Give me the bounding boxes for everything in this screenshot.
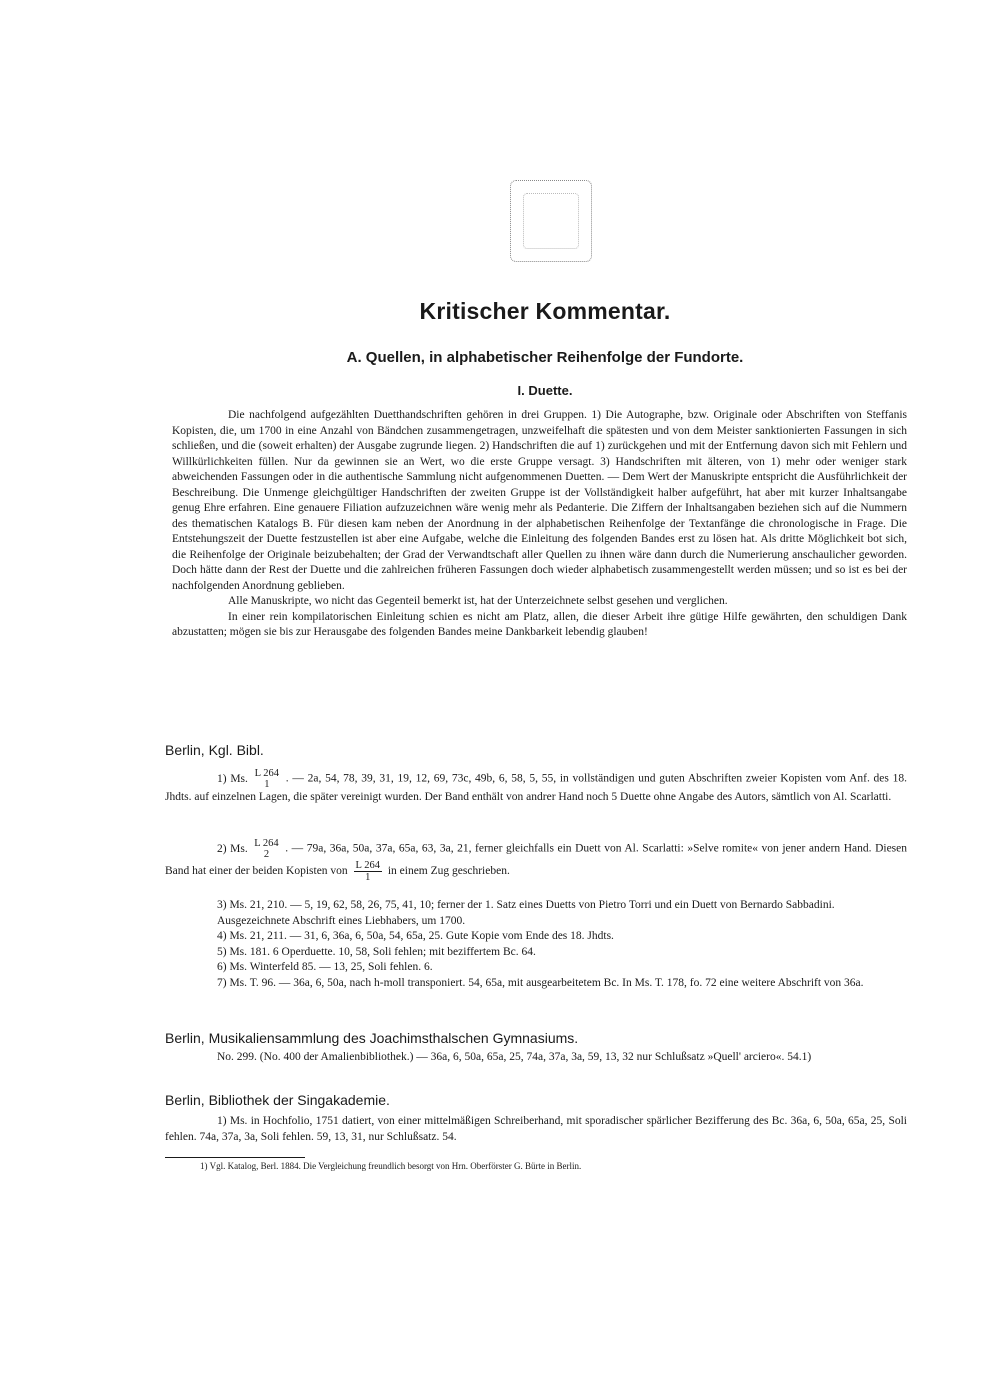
intro-paragraph: Alle Manuskripte, wo nicht das Gegenteil bemerkt ist, hat der Unterzeichnete selbst gesehen und verglichen. — [228, 595, 728, 607]
source-entry-4: 4) Ms. 21, 211. — 31, 6, 36a, 6, 50a, 54, 65a, 25. Gute Kopie vom Ende des 18. Jhdts. — [217, 930, 614, 942]
source-entry-5: 5) Ms. 181. 6 Operduette. 10, 58, Soli fehlen; mit beziffertem Bc. 64. — [217, 945, 536, 958]
source-entry-singakademie: 1) Ms. in Hochfolio, 1751 datiert, von einer mittelmäßigen Schreiberhand, mit sporadischer spärlicher Bezifferung des Bc. 36a, 6, 50a, 65a, 25, Soli fehlen. 74a, 37a, 3a, Soli fehlen. 59, 13, 31, nur Schlußsatz. 54. — [165, 1115, 907, 1143]
page-subtitle: A. Quellen, in alphabetischer Reihenfolge der Fundorte. — [346, 349, 744, 366]
footnote: 1) Vgl. Katalog, Berl. 1884. Die Vergleichung freundlich besorgt von Hrn. Oberförster G. Bürte in Berlin. — [200, 1161, 582, 1171]
shelfmark-fraction: L 264 1 — [254, 768, 280, 790]
source-entry-7: 7) Ms. T. 96. — 36a, 6, 50a, nach h-moll transponiert. 54, 65a, mit ausgearbeitetem Bc. In Ms. T. 178, fo. 72 eine weitere Abschrift von 36a. — [217, 976, 864, 989]
source-entry-joachim: No. 299. (No. 400 der Amalienbibliothek.) — 36a, 6, 50a, 65a, 25, 74a, 37a, 3a, 59, 13, 32 nur Schlußsatz »Quell' arciero«. 54.1) — [217, 1051, 812, 1063]
intro-paragraph: In einer rein kompilatorischen Einleitung schien es nicht am Platz, allen, die dieser Arbeit ihre gütige Hilfe gewährten, den schuldigen Dank abzustatten; mögen sie bis zur Herausgabe des folgenden Bandes meine Dankbarkeit lebendig glauben! — [172, 610, 907, 638]
location-heading-berlin-kgl: Berlin, Kgl. Bibl. — [165, 742, 264, 758]
shelfmark-fraction: L 264 2 — [254, 838, 279, 860]
page-title: Kritischer Kommentar. — [419, 298, 671, 324]
source-entry-1: 1) Ms. L 264 1 . — 2a, 54, 78, 39, 31, 19, 12, 69, 73c, 49b, 6, 58, 5, 55, in vollständigen und guten Abschriften zweier Kopisten vom Anf. des 18. Jhdts. auf einzelnen Lagen, die später vereinigt wurden. Der Band enthält von andrer Hand noch 5 Duette ohne Angabe des Autors, sämtlich von Al. Scarlatti. — [165, 768, 907, 803]
footnote-rule — [165, 1157, 305, 1158]
intro-text — [172, 408, 907, 641]
source-entry-3: 3) Ms. 21, 210. — 5, 19, 62, 58, 26, 75, 41, 10; ferner der 1. Satz eines Duetts von Pietro Torri und ein Duett von Bernardo Sabbadini. Ausgezeichnete Abschrift eines Liebhabers, um 1700. — [217, 899, 835, 927]
intro-paragraph: Die nachfolgend aufgezählten Duetthandschriften gehören in drei Gruppen. 1) Die Autographe, bzw. Originale oder Abschriften von Steffanis Kopisten, die, um 1700 in eine Anzahl von Bändchen zusammengetragen, unzweifelhaft die spätesten und von dem Meister sanktionierten Fassungen in sich schließen, und die (soweit erhalten) der Ausgabe zugrunde liegen. 2) Handschriften die auf 1) zurückgehen und mit der Entfernung davon sich mit Fehlern und Willkürlichkeiten füllen. Nur da gewinnen sie an Wert, wo die erste Gruppe versagt. 3) Handschriften mit älteren, von 1) mehr oder weniger stark abweichenden Fassungen oder in die authentische Sammlung nicht aufgenommenen Duetten. — Dem Wert der Manuskripte entspricht die Ausführlichkeit der Beschreibung. Die Unmenge gleichgültiger Handschriften der zweiten Gruppe ist der Vollständigkeit halber aufgeführt, hat aber mit kurzer Inhaltsangabe genug Ehre erfahren. Eine genauere Filiation aufzuzeichnen wäre wenig mehr als Pedanterie. Die Ziffern der Inhaltsangaben beziehen sich auf die Nummern des thematischen Katalogs B. Für diesen kam neben der Anordnung in der alphabetischen Reihenfolge der Textanfänge die chronologische in Frage. Die Entstehungszeit der Duette festzustellen ist aber eine Aufgabe, welche die Einleitung des folgenden Bandes erst zu lösen hat. Als dritte Möglichkeit bot sich, die Reihenfolge der Originale beizubehalten; der Grad der Verwandtschaft aller Quellen zu ihnen wäre dann durch die Numerierung anschaulicher geworden. Doch hätte dann der Rest der Duette und die zahlreichen früheren Fassungen doch wieder alphabetisch zusammengestellt werden müssen; und so ist es bei der nachfolgenden Anordnung geblieben. — [172, 409, 907, 592]
shelfmark-fraction: $\frac{L 264}{1}$ — [355, 860, 380, 883]
source-entry-2: 2) Ms. L 264 2 . — 79a, 36a, 50a, 37a, 65a, 63, 3a, 21, ferner gleichfalls ein Duett von Al. Scarlatti: »Selve romite« von jener andern Hand. Diesen Band hat einer der beiden Kopisten von $\frac{L 264}{1}$ in einem Zug geschrieben. — [165, 838, 908, 883]
location-heading-berlin-singakademie: Berlin, Bibliothek der Singakademie. — [165, 1092, 390, 1108]
section-heading: I. Duette. — [517, 383, 573, 398]
source-entry-6: 6) Ms. Winterfeld 85. — 13, 25, Soli fehlen. 6. — [217, 961, 433, 973]
location-heading-berlin-joachim: Berlin, Musikaliensammlung des Joachimsthalschen Gymnasiums. — [165, 1030, 579, 1046]
library-stamp — [510, 180, 592, 262]
source-entry-list — [217, 898, 907, 991]
